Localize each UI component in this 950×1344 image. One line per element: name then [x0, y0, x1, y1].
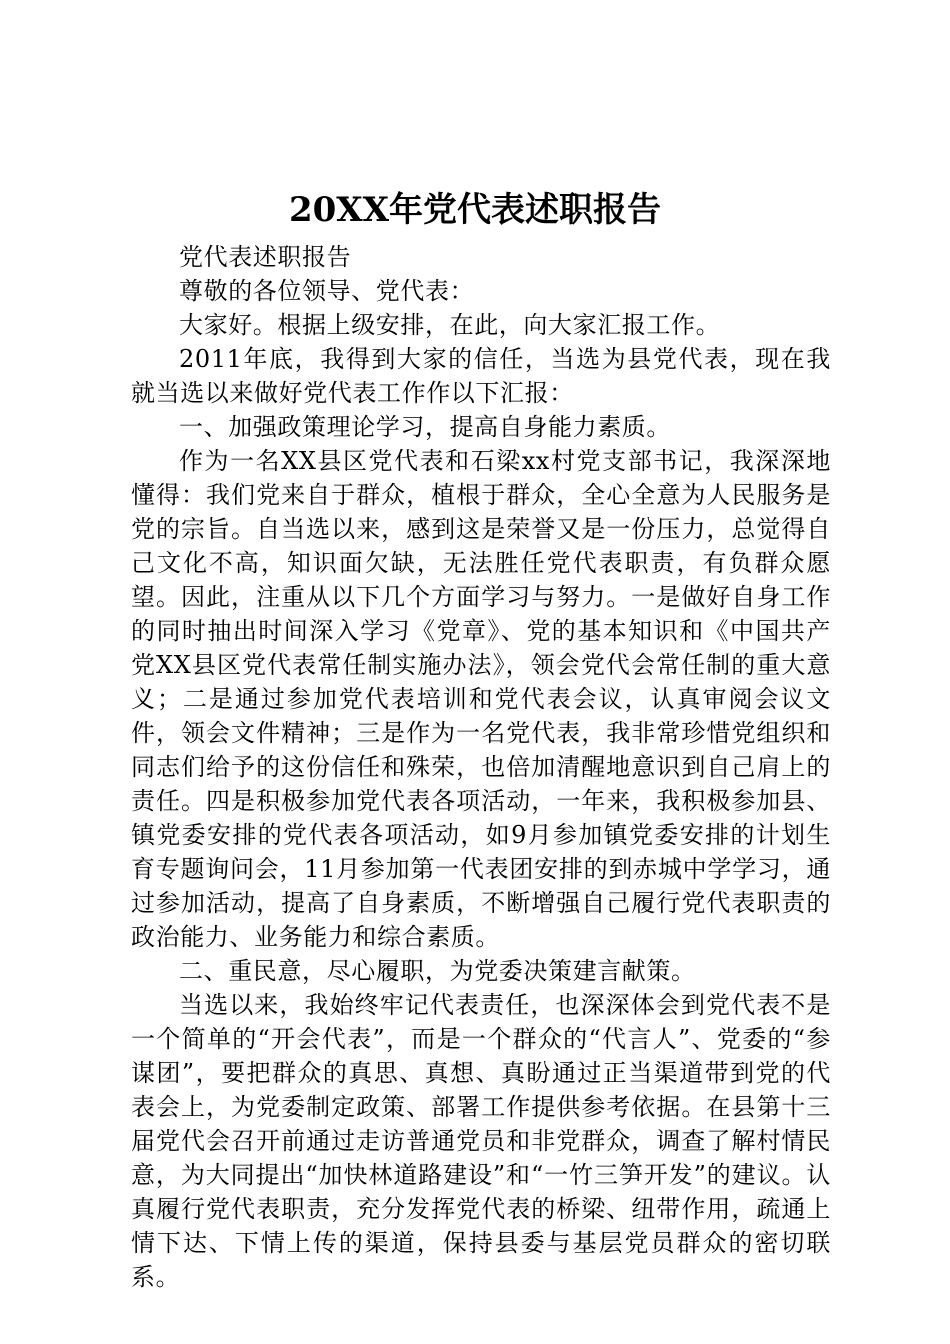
paragraph-section-1: 作为一名XX县区党代表和石梁xx村党支部书记，我深深地懂得：我们党来自于群众，植根于群众，全心全意为人民服务是党的宗旨。自当选以来，感到这是荣誉又是一份压力，总觉得自己文化不高，知识面欠缺，无法胜任党代表职责，有负群众愿望。因此，注重从以下几个方面学习与努力。一是做好自身工作的同时抽出时间深入学习《党章》、党的基本知识和《中国共产党XX县区党代表常任制实施办法》，领会党代会常任制的重大意义；二是通过参加党代表培训和党代表会议，认真审阅会议文件，领会文件精神；三是作为一名党代表，我非常珍惜党组织和同志们给予的这份信任和殊荣，也倍加清醒地意识到自己肩上的责任。四是积极参加党代表各项活动，一年来，我积极参加县、镇党委安排的党代表各项活动，如9月参加镇党委安排的计划生育专题询问会，11月参加第一代表团安排的到赤城中学学习，通过参加活动，提高了自身素质，不断增强自己履行党代表职责的政治能力、业务能力和综合素质。: [131, 447, 831, 951]
paragraph-heading: 党代表述职报告: [179, 243, 352, 271]
paragraph-section-2: 当选以来，我始终牢记代表责任，也深深体会到党代表不是一个简单的“开会代表”，而是一个群众的“代言人”、党委的“参谋团”，要把群众的真思、真想、真盼通过正当渠道带到党的代表会上，为党委制定政策、部署工作提供参考依据。在县第十三届党代会召开前通过走访普通党员和非党群众，调查了解村情民意，为大同提出“加快林道路建设”和“一竹三笋开发”的建议。认真履行党代表职责，充分发挥党代表的桥梁、纽带作用，疏通上情下达、下情上传的渠道，保持县委与基层党员群众的密切联系。: [131, 991, 831, 1291]
paragraph-intro: 2011年底，我得到大家的信任，当选为县党代表，现在我就当选以来做好党代表工作作以下汇报：: [131, 345, 831, 407]
section-heading-2: 二、重民意，尽心履职，为党委决策建言献策。: [179, 957, 696, 985]
paragraph-salutation: 尊敬的各位领导、党代表：: [179, 277, 475, 305]
document-title: 20XX年党代表述职报告: [288, 190, 662, 230]
paragraph-greeting: 大家好。根据上级安排，在此，向大家汇报工作。: [179, 311, 721, 339]
document-body: [131, 240, 831, 1294]
section-heading-1: 一、加强政策理论学习，提高自身能力素质。: [179, 413, 671, 441]
